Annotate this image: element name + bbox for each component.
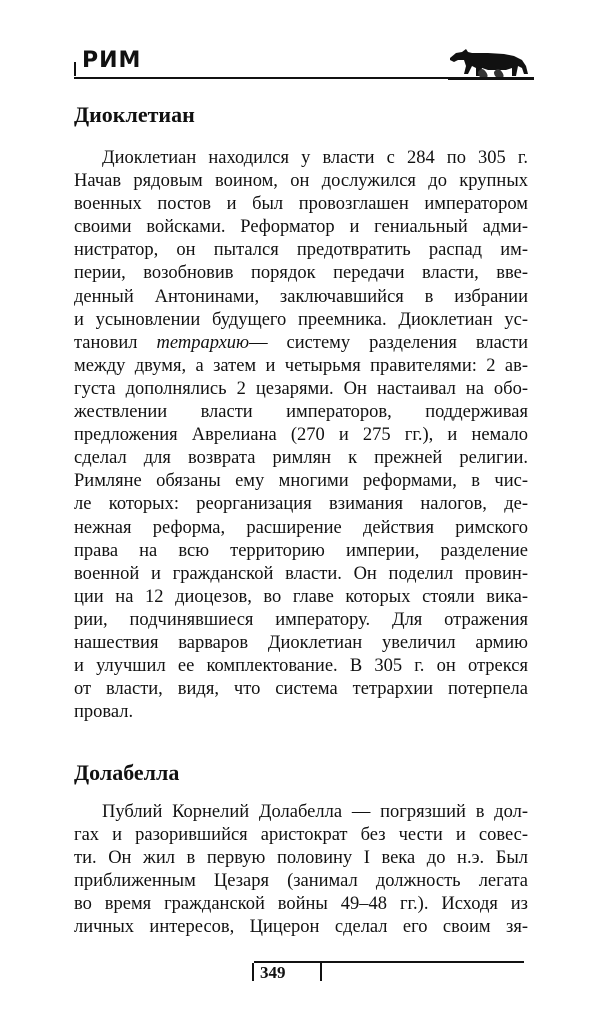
text-line: личных интересов, Цицерон сделал его своим зя- <box>74 917 528 938</box>
text-line: Римляне обязаны ему многими реформами, в чис- <box>74 471 528 492</box>
text-line: приближенным Цезаря (занимал должность легата <box>74 871 528 892</box>
text-line: своими войсками. Реформатор и гениальный адми- <box>74 217 528 238</box>
text-line: нашествия варваров Диоклетиан увеличил армию <box>74 632 528 653</box>
entry-body-dolabella <box>74 801 528 940</box>
capitoline-wolf-icon <box>448 44 534 80</box>
entry-body-diocletian <box>74 147 528 724</box>
footer-rule <box>254 961 524 963</box>
text-line: права на всю территорию империи, разделение <box>74 540 528 561</box>
text-line: ции на 12 диоцезов, во главе которых стояли вика- <box>74 586 528 607</box>
header-left-tick <box>74 62 76 76</box>
text-line: жествлении власти императоров, поддерживая <box>74 402 528 423</box>
text-line: денный Антонинами, заключавшийся в избрании <box>74 286 528 307</box>
text-line: нистратор, он пытался предотвратить распад им- <box>74 240 528 261</box>
text-line: Диоклетиан находился у власти с 284 по 305 г. <box>102 148 528 168</box>
page-number: 349 <box>260 963 286 982</box>
text-line: сделал для возврата римлян к прежней религии. <box>74 448 528 469</box>
text-line: Начав рядовым воином, он дослужился до крупных <box>74 171 528 192</box>
italic-term: тетрархию <box>156 332 250 353</box>
text-line: и улучшил ее комплектование. В 305 г. он отрекся <box>74 656 528 677</box>
running-header <box>74 44 534 84</box>
text-line: во время гражданской войны 49–48 гг.). Исходя из <box>74 894 528 915</box>
text-line: густа дополнялись 2 цезарями. Он настаивал на обо- <box>74 378 528 399</box>
text-line: Публий Корнелий Долабелла — погрязший в дол- <box>102 802 528 822</box>
text-line: рии, подчинявшиеся императору. Для отражения <box>74 609 528 630</box>
text-line: военных постов и был провозглашен императором <box>74 194 528 215</box>
text-line <box>74 332 528 355</box>
text-line: военной и гражданской власти. Он поделил провин- <box>74 563 528 584</box>
running-header-title: РИМ <box>82 48 142 73</box>
text-line: от власти, видя, что система тетрархии потерпела <box>74 679 528 700</box>
footer-left-tick <box>252 963 254 981</box>
text-line: предложения Аврелиана (270 и 275 гг.), и немало <box>74 425 528 446</box>
entry-heading-dolabella: Долабелла <box>74 760 180 785</box>
text-line: провал. <box>74 702 134 723</box>
text-fragment: тановил <box>74 332 157 353</box>
text-line: и усыновлении будущего преемника. Диоклетиан ус- <box>74 309 528 330</box>
text-line: нежная реформа, расширение действия римского <box>74 517 528 538</box>
entry-heading-diocletian: Диоклетиан <box>74 102 195 127</box>
footer-right-tick <box>320 963 322 981</box>
text-fragment: — систему разделения власти <box>249 332 528 353</box>
text-line: гах и разорившийся аристократ без чести и совес- <box>74 825 528 846</box>
text-line: между двумя, а затем и четырьмя правителями: 2 ав- <box>74 355 528 376</box>
text-line: перии, возобновив порядок передачи власти, вве- <box>74 263 528 284</box>
header-rule <box>74 77 474 79</box>
page-footer <box>252 957 524 985</box>
text-line: ти. Он жил в первую половину I века до н.э. Был <box>74 848 528 869</box>
text-line: ле которых: реорганизация взимания налогов, де- <box>74 494 528 515</box>
